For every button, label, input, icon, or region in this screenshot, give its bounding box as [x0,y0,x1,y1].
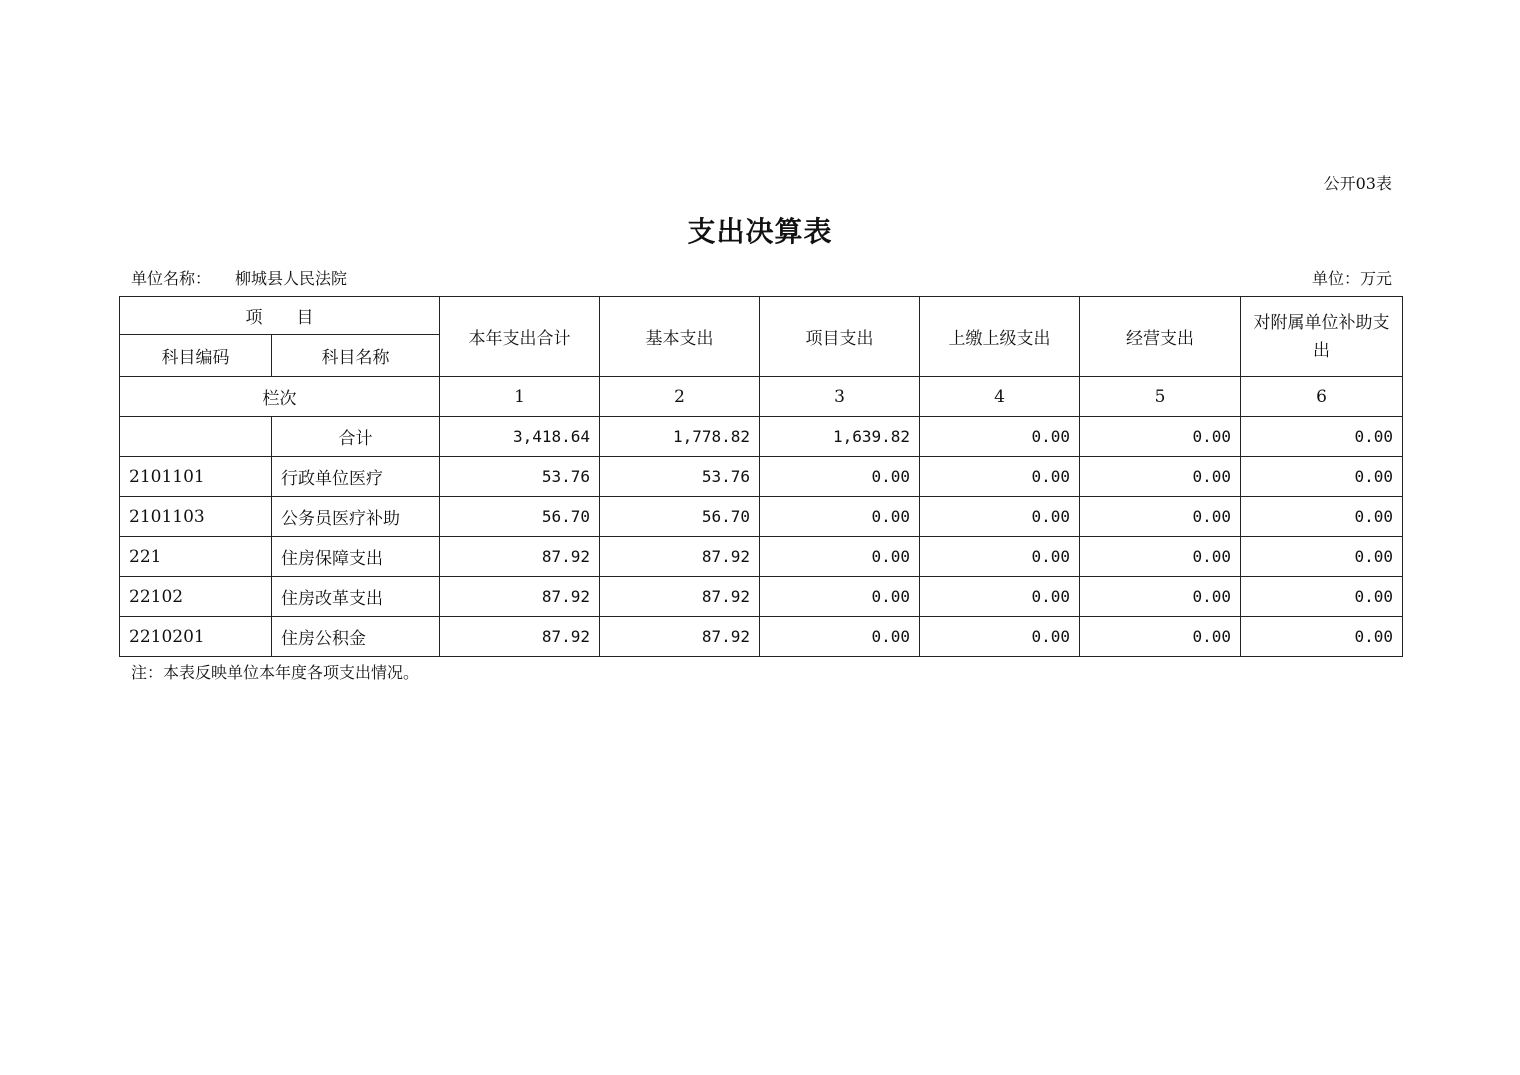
value-cell: 87.92 [440,617,600,657]
value-cell: 0.00 [920,537,1080,577]
value-cell: 56.70 [600,497,760,537]
value-cell: 87.92 [440,577,600,617]
header-row-1 [120,297,1403,335]
header-remit-upper: 上缴上级支出 [920,297,1080,377]
table-row [120,577,1403,617]
value-cell: 87.92 [600,537,760,577]
subject-code-cell: 22102 [120,577,272,617]
table-note: 注：本表反映单位本年度各项支出情况。 [131,663,420,682]
value-cell: 0.00 [760,457,920,497]
page-title: 支出决算表 [687,215,833,248]
total-value-cell: 0.00 [920,417,1080,457]
column-index-1: 1 [440,377,600,417]
value-cell: 0.00 [1241,497,1403,537]
value-cell: 53.76 [440,457,600,497]
total-value-cell: 1,639.82 [760,417,920,457]
value-cell: 0.00 [760,577,920,617]
expenditure-table [119,296,1403,657]
value-cell: 0.00 [920,617,1080,657]
value-cell: 0.00 [1241,537,1403,577]
header-project: 项目支出 [760,297,920,377]
value-cell: 0.00 [920,457,1080,497]
table-row [120,497,1403,537]
value-cell: 87.92 [440,537,600,577]
total-value-cell: 0.00 [1241,417,1403,457]
value-cell: 0.00 [760,617,920,657]
subject-code-cell: 2101101 [120,457,272,497]
value-cell: 0.00 [760,537,920,577]
value-cell: 0.00 [1080,617,1241,657]
value-cell: 0.00 [1080,457,1241,497]
total-value-cell: 1,778.82 [600,417,760,457]
subject-code-cell: 2210201 [120,617,272,657]
subject-name-cell: 住房公积金 [272,617,440,657]
header-business: 经营支出 [1080,297,1241,377]
subject-name-cell: 住房改革支出 [272,577,440,617]
column-index-label: 栏次 [120,377,440,417]
value-cell: 87.92 [600,617,760,657]
total-value-cell: 3,418.64 [440,417,600,457]
value-cell: 0.00 [1080,577,1241,617]
column-index-row [120,377,1403,417]
column-index-3: 3 [760,377,920,417]
table-row [120,537,1403,577]
column-index-2: 2 [600,377,760,417]
value-cell: 0.00 [1241,577,1403,617]
value-cell: 0.00 [1080,537,1241,577]
unit-name-value: 柳城县人民法院 [235,269,348,288]
currency-unit: 单位：万元 [1311,269,1392,288]
header-subject-name: 科目名称 [272,335,440,377]
subject-name-cell: 住房保障支出 [272,537,440,577]
subject-name-cell: 公务员医疗补助 [272,497,440,537]
table-row [120,457,1403,497]
unit-name-row [131,266,347,289]
value-cell: 0.00 [1080,497,1241,537]
value-cell: 0.00 [760,497,920,537]
subject-code-cell: 221 [120,537,272,577]
value-cell: 56.70 [440,497,600,537]
value-cell: 87.92 [600,577,760,617]
header-total: 本年支出合计 [440,297,600,377]
value-cell: 53.76 [600,457,760,497]
form-code: 公开03表 [1323,174,1392,193]
subject-code-cell: 2101103 [120,497,272,537]
header-subject-code: 科目编码 [120,335,272,377]
total-name-cell: 合计 [272,417,440,457]
header-item: 项 目 [120,297,440,335]
total-row [120,417,1403,457]
header-basic: 基本支出 [600,297,760,377]
unit-name-label: 单位名称： [131,269,212,288]
column-index-4: 4 [920,377,1080,417]
value-cell: 0.00 [1241,457,1403,497]
total-code-cell [120,417,272,457]
column-index-5: 5 [1080,377,1241,417]
value-cell: 0.00 [920,497,1080,537]
value-cell: 0.00 [920,577,1080,617]
header-subsidiary: 对附属单位补助支出 [1241,297,1403,377]
column-index-6: 6 [1241,377,1403,417]
subject-name-cell: 行政单位医疗 [272,457,440,497]
value-cell: 0.00 [1241,617,1403,657]
table-row [120,617,1403,657]
total-value-cell: 0.00 [1080,417,1241,457]
